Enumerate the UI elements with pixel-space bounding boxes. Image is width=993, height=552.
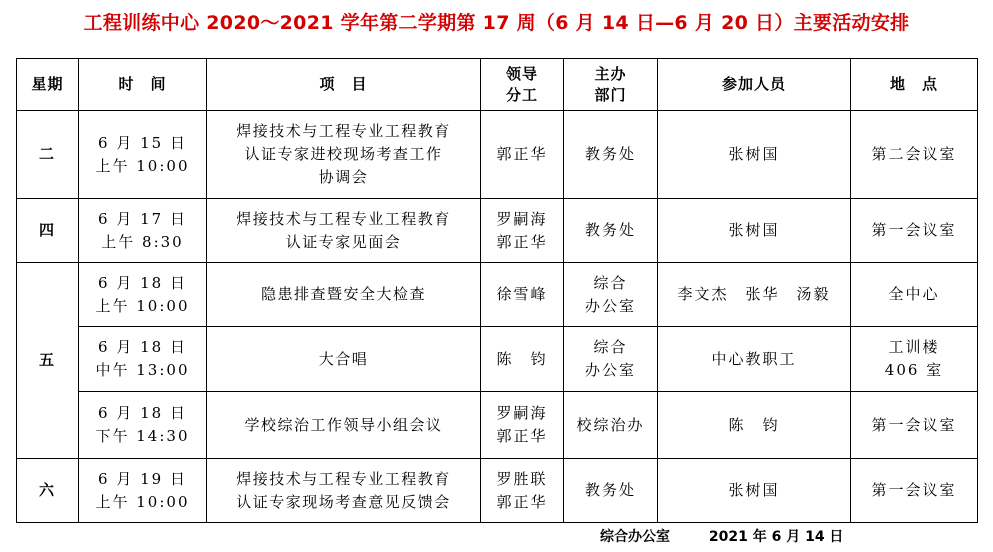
header-dept: 主办 部门 bbox=[564, 59, 658, 111]
time-cell: 6 月 15 日 上午 10:00 bbox=[79, 111, 207, 199]
header-leader: 领导 分工 bbox=[481, 59, 564, 111]
people-cell: 张树国 bbox=[658, 199, 851, 263]
item-cell: 隐患排查暨安全大检查 bbox=[207, 263, 481, 327]
time-cell: 6 月 19 日 上午 10:00 bbox=[79, 459, 207, 523]
place-cell: 第一会议室 bbox=[851, 199, 978, 263]
place-cell: 第一会议室 bbox=[851, 459, 978, 523]
dept-cell: 教务处 bbox=[564, 459, 658, 523]
dept-cell: 校综治办 bbox=[564, 392, 658, 459]
place-cell: 第二会议室 bbox=[851, 111, 978, 199]
people-cell: 张树国 bbox=[658, 111, 851, 199]
item-cell: 焊接技术与工程专业工程教育 认证专家见面会 bbox=[207, 199, 481, 263]
time-cell: 6 月 17 日 上午 8:30 bbox=[79, 199, 207, 263]
place-cell: 全中心 bbox=[851, 263, 978, 327]
people-cell: 陈 钧 bbox=[658, 392, 851, 459]
table-row bbox=[17, 263, 978, 327]
table-row bbox=[17, 459, 978, 523]
header-row bbox=[17, 59, 978, 111]
people-cell: 李文杰 张华 汤毅 bbox=[658, 263, 851, 327]
leader-cell: 罗胜联 郭正华 bbox=[481, 459, 564, 523]
day-cell: 四 bbox=[17, 199, 79, 263]
table-row bbox=[17, 392, 978, 459]
leader-cell: 郭正华 bbox=[481, 111, 564, 199]
header-people: 参加人员 bbox=[658, 59, 851, 111]
place-cell: 第一会议室 bbox=[851, 392, 978, 459]
dept-cell: 综合 办公室 bbox=[564, 263, 658, 327]
table-row bbox=[17, 327, 978, 392]
people-cell: 张树国 bbox=[658, 459, 851, 523]
footer-date: 2021 年 6 月 14 日 bbox=[708, 529, 844, 545]
time-cell: 6 月 18 日 中午 13:00 bbox=[79, 327, 207, 392]
table-row bbox=[17, 199, 978, 263]
leader-cell: 徐雪峰 bbox=[481, 263, 564, 327]
header-day: 星期 bbox=[17, 59, 79, 111]
header-item: 项 目 bbox=[207, 59, 481, 111]
footer-office: 综合办公室 bbox=[600, 529, 670, 545]
dept-cell: 综合 办公室 bbox=[564, 327, 658, 392]
place-cell: 工训楼 406 室 bbox=[851, 327, 978, 392]
leader-cell: 陈 钧 bbox=[481, 327, 564, 392]
day-cell: 五 bbox=[17, 263, 79, 459]
dept-cell: 教务处 bbox=[564, 111, 658, 199]
item-cell: 焊接技术与工程专业工程教育 认证专家进校现场考查工作 协调会 bbox=[207, 111, 481, 199]
header-place: 地 点 bbox=[851, 59, 978, 111]
leader-cell: 罗嗣海 郭正华 bbox=[481, 392, 564, 459]
item-cell: 学校综治工作领导小组会议 bbox=[207, 392, 481, 459]
dept-cell: 教务处 bbox=[564, 199, 658, 263]
footer bbox=[600, 526, 843, 546]
schedule-table bbox=[16, 58, 978, 523]
day-cell: 六 bbox=[17, 459, 79, 523]
item-cell: 焊接技术与工程专业工程教育 认证专家现场考查意见反馈会 bbox=[207, 459, 481, 523]
time-cell: 6 月 18 日 上午 10:00 bbox=[79, 263, 207, 327]
leader-cell: 罗嗣海 郭正华 bbox=[481, 199, 564, 263]
header-time: 时 间 bbox=[79, 59, 207, 111]
table-row bbox=[17, 111, 978, 199]
time-cell: 6 月 18 日 下午 14:30 bbox=[79, 392, 207, 459]
page-title: 工程训练中心 2020～2021 学年第二学期第 17 周（6 月 14 日—6 月 20 日）主要活动安排 bbox=[83, 12, 910, 34]
item-cell: 大合唱 bbox=[207, 327, 481, 392]
people-cell: 中心教职工 bbox=[658, 327, 851, 392]
day-cell: 二 bbox=[17, 111, 79, 199]
